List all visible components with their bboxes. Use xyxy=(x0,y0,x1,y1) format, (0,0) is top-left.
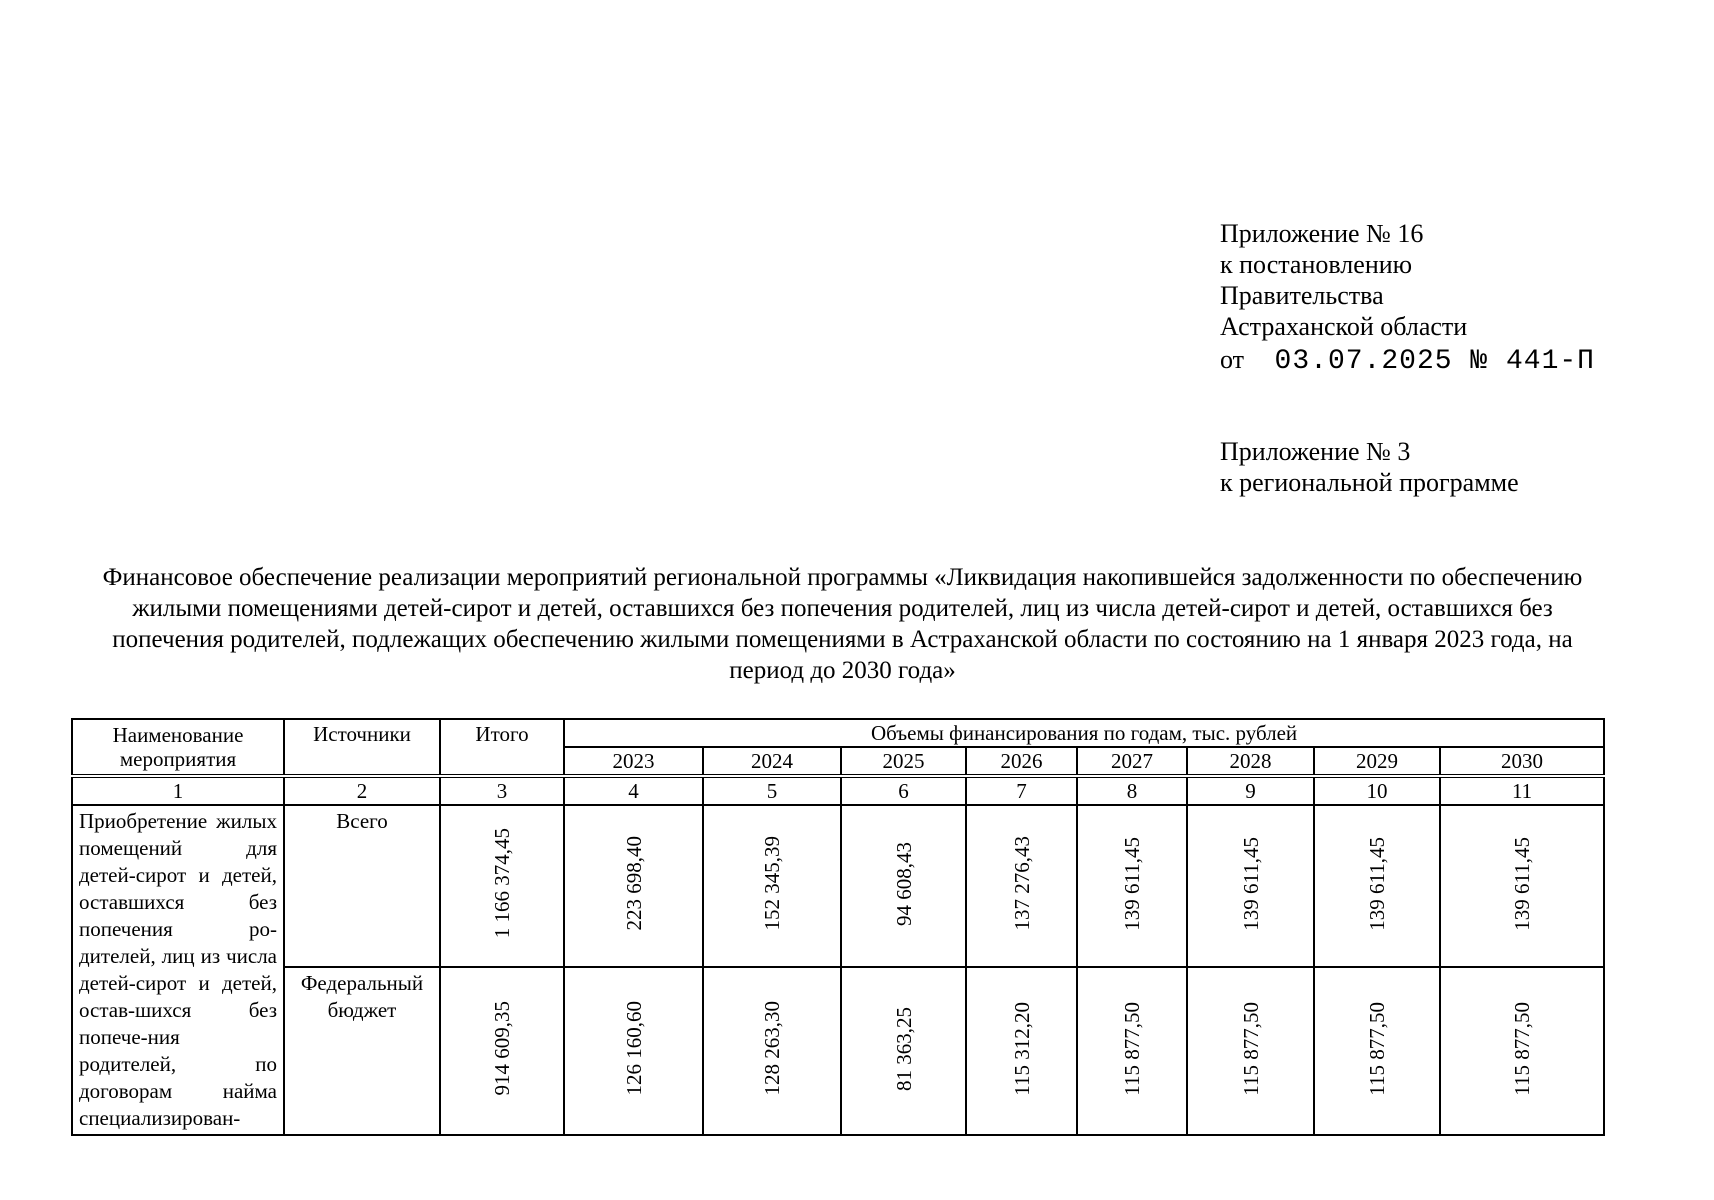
appendix-reference xyxy=(1220,436,1519,498)
header-year: 2024 xyxy=(703,747,841,776)
year-value-cell xyxy=(703,805,841,967)
year-value: 81 363,25 xyxy=(891,1006,916,1091)
stamp-line-4: Астраханской области xyxy=(1220,312,1468,341)
column-number: 11 xyxy=(1440,776,1604,805)
header-year: 2023 xyxy=(564,747,703,776)
year-value-cell xyxy=(703,967,841,1135)
total-cell xyxy=(440,967,564,1135)
table-row xyxy=(72,805,1604,967)
year-value-cell xyxy=(1440,805,1604,967)
header-total: Итого xyxy=(440,719,564,776)
column-number-row xyxy=(72,776,1604,805)
header-year: 2027 xyxy=(1077,747,1187,776)
year-value-cell xyxy=(1187,967,1314,1135)
year-value: 126 160,60 xyxy=(621,1001,646,1096)
total-cell xyxy=(440,805,564,967)
year-value: 139 611,45 xyxy=(1365,836,1389,931)
resolution-stamp xyxy=(1220,218,1595,377)
column-number: 10 xyxy=(1314,776,1440,805)
header-year: 2028 xyxy=(1187,747,1314,776)
year-value-cell xyxy=(966,805,1077,967)
year-value-cell xyxy=(564,967,703,1135)
financing-table xyxy=(71,718,1605,1136)
header-year: 2026 xyxy=(966,747,1077,776)
year-value-cell xyxy=(966,967,1077,1135)
year-value: 139 611,45 xyxy=(1120,836,1144,931)
year-value-cell xyxy=(1440,967,1604,1135)
year-value: 128 263,30 xyxy=(760,1001,784,1096)
column-number: 9 xyxy=(1187,776,1314,805)
year-value: 139 611,45 xyxy=(1510,836,1535,931)
column-number: 6 xyxy=(841,776,966,805)
column-number: 1 xyxy=(72,776,284,805)
year-value: 223 698,40 xyxy=(621,836,646,931)
stamp-date-prefix: от xyxy=(1220,345,1245,374)
table-row xyxy=(72,967,1604,1135)
year-value-cell xyxy=(841,967,966,1135)
year-value: 139 611,45 xyxy=(1238,836,1263,931)
total-value: 914 609,35 xyxy=(490,1001,514,1096)
appendix-line-1: Приложение № 3 xyxy=(1220,437,1411,466)
year-value: 94 608,43 xyxy=(891,841,916,926)
year-value-cell xyxy=(1077,805,1187,967)
year-value: 137 276,43 xyxy=(1009,836,1034,931)
year-value: 152 345,39 xyxy=(760,836,784,931)
column-number: 7 xyxy=(966,776,1077,805)
header-activity-name: Наименование мероприятия xyxy=(72,719,284,776)
header-row-1 xyxy=(72,719,1604,747)
year-value: 115 877,50 xyxy=(1238,1001,1263,1096)
stamp-line-2: к постановлению xyxy=(1220,250,1413,279)
header-year: 2029 xyxy=(1314,747,1440,776)
year-value-cell xyxy=(1077,967,1187,1135)
year-value-cell xyxy=(1314,967,1440,1135)
stamp-line-1: Приложение № 16 xyxy=(1220,219,1424,248)
year-value: 115 877,50 xyxy=(1510,1001,1535,1096)
stamp-date-line xyxy=(1220,344,1595,377)
appendix-line-2: к региональной программе xyxy=(1220,468,1519,497)
year-value-cell xyxy=(1314,805,1440,967)
column-number: 4 xyxy=(564,776,703,805)
column-number: 3 xyxy=(440,776,564,805)
header-year: 2025 xyxy=(841,747,966,776)
year-value: 115 877,50 xyxy=(1365,1001,1389,1096)
source-cell: Всего xyxy=(284,805,440,967)
year-value-cell xyxy=(841,805,966,967)
activity-name-cell: Приобретение жилых помещений для детей-сирот и детей, оставшихся без попечения ро-дителей, лиц из числа детей-сирот и детей, остав-шихся без попече-ния родителей, по договорам найма специализирован- xyxy=(72,805,284,1135)
source-cell: Федеральный бюджет xyxy=(284,967,440,1135)
stamp-line-3: Правительства xyxy=(1220,281,1384,310)
total-value: 1 166 374,45 xyxy=(490,828,514,939)
header-sources: Источники xyxy=(284,719,440,776)
header-years-group: Объемы финансирования по годам, тыс. рублей xyxy=(564,719,1604,747)
document-title: Финансовое обеспечение реализации мероприятий региональной программы «Ликвидация накопившейся задолженности по обеспечению жилыми помещениями детей-сирот и детей, оставшихся без попечения родителей, лиц из числа детей-сирот и детей, оставшихся без попечения родителей, подлежащих обеспечению жилыми помещениями в Астраханской области по состоянию на 1 января 2023 года, на период до 2030 года» xyxy=(102,564,1583,684)
column-number: 8 xyxy=(1077,776,1187,805)
year-value: 115 877,50 xyxy=(1120,1001,1144,1096)
column-number: 2 xyxy=(284,776,440,805)
header-year: 2030 xyxy=(1440,747,1604,776)
stamp-date-value: 03.07.2025 № 441-П xyxy=(1274,346,1595,377)
year-value-cell xyxy=(564,805,703,967)
year-value: 115 312,20 xyxy=(1009,1001,1034,1096)
year-value-cell xyxy=(1187,805,1314,967)
column-number: 5 xyxy=(703,776,841,805)
